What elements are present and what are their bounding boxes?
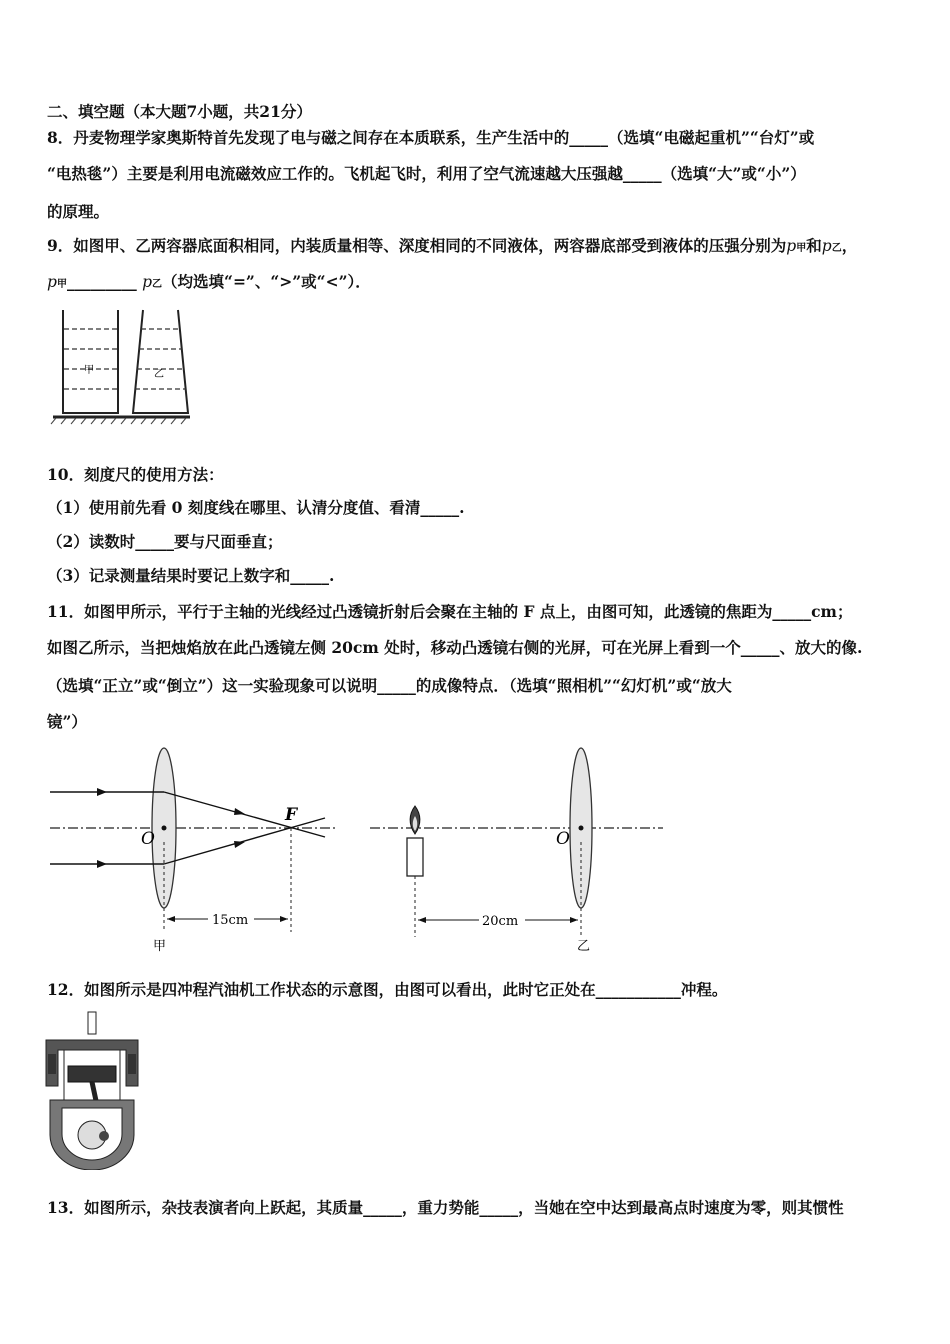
dim-arrow-right [570, 917, 578, 923]
label-o: O [141, 829, 155, 849]
q10-line3: （2）读数时_____要与尺面垂直； [47, 532, 283, 551]
q9-line2-tail: （均选填“=”、“>”或“<”）． [162, 272, 371, 291]
p-symbol: p [142, 273, 153, 291]
q9-line1-text: 9．如图甲、乙两容器底面积相同，内装质量相等、深度相同的不同液体，两容器底部受到液体的压强分别为 [47, 236, 787, 255]
label-yi: 乙 [154, 369, 164, 380]
piston [68, 1066, 116, 1082]
q10-line1: 10．刻度尺的使用方法： [47, 465, 224, 484]
caption-yi: 乙 [577, 939, 591, 954]
crank-pin [99, 1131, 109, 1141]
spark-plug [88, 1012, 96, 1034]
q13-line1: 13．如图所示，杂技表演者向上跃起，其质量_____，重力势能_____，当她在空中达到最高点时速度为零，则其惯性 [47, 1198, 844, 1217]
dim-arrow-left [167, 916, 175, 922]
q8-line3: 的原理。 [47, 202, 110, 221]
q8-line1: 8．丹麦物理学家奥斯特首先发现了电与磁之间存在本质联系，生产生活中的_____（选填“电磁起重机”“台灯”或 [47, 128, 815, 147]
label-f: F [285, 805, 298, 825]
label-jia: 甲 [84, 365, 94, 376]
q11-line4: 镜”） [47, 712, 87, 731]
q8-line2: “电热毯”）主要是利用电流磁效应工作的。飞机起飞时，利用了空气流速越大压强越_____（选填“大”或“小”） [47, 164, 806, 183]
engine-figure [42, 1010, 142, 1170]
p-symbol: p [786, 237, 797, 255]
q9-line1 [47, 236, 857, 259]
sub-yi: 乙 [152, 279, 163, 290]
q11-line3: （选填“正立”或“倒立”）这一实验现象可以说明_____的成像特点．（选填“照相机”“幻灯机”或“放大 [47, 676, 732, 695]
q9-line2 [47, 272, 371, 295]
q9-blank: _________ [66, 272, 137, 291]
intake-valve [48, 1054, 56, 1074]
optical-center [579, 826, 584, 831]
section-title: 二、填空题（本大题7小题，共21分） [47, 102, 312, 121]
q10-line2: （1）使用前先看 0 刻度线在哪里、认清分度值、看清_____. [47, 498, 465, 517]
word-he: 和 [806, 236, 822, 255]
label-o: O [556, 829, 570, 849]
comma: ， [841, 236, 858, 255]
p-symbol: p [821, 237, 832, 255]
p-symbol: p [47, 273, 57, 291]
sub-yi: 乙 [831, 243, 842, 254]
caption-jia: 甲 [153, 939, 167, 954]
dim-arrow-left [418, 917, 426, 923]
lens-figure-jia [45, 742, 345, 957]
liquid-levels [64, 329, 186, 389]
candle [407, 838, 423, 876]
dim-label-20cm: 20cm [482, 914, 519, 929]
lens-figure-yi [365, 742, 670, 957]
q10-line4: （3）记录测量结果时要记上数字和_____. [47, 566, 335, 585]
container-jia [63, 310, 118, 413]
containers-figure [48, 305, 198, 425]
q12-line1: 12．如图所示是四冲程汽油机工作状态的示意图，由图可以看出，此时它正处在___________冲程。 [47, 980, 728, 999]
q11-line2: 如图乙所示，当把烛焰放在此凸透镜左侧 20cm 处时，移动凸透镜右侧的光屏，可在光屏上看到一个_____、放大的像. [47, 638, 863, 657]
dim-label-15cm: 15cm [212, 913, 249, 928]
container-yi [133, 310, 188, 413]
exhaust-valve [128, 1054, 136, 1074]
sub-jia: 甲 [796, 243, 807, 254]
optical-center [162, 826, 167, 831]
dim-arrow-right [280, 916, 288, 922]
sub-jia: 甲 [56, 279, 67, 290]
q11-line1: 11．如图甲所示，平行于主轴的光线经过凸透镜折射后会聚在主轴的 F 点上，由图可知，此透镜的焦距为_____cm； [47, 602, 853, 621]
